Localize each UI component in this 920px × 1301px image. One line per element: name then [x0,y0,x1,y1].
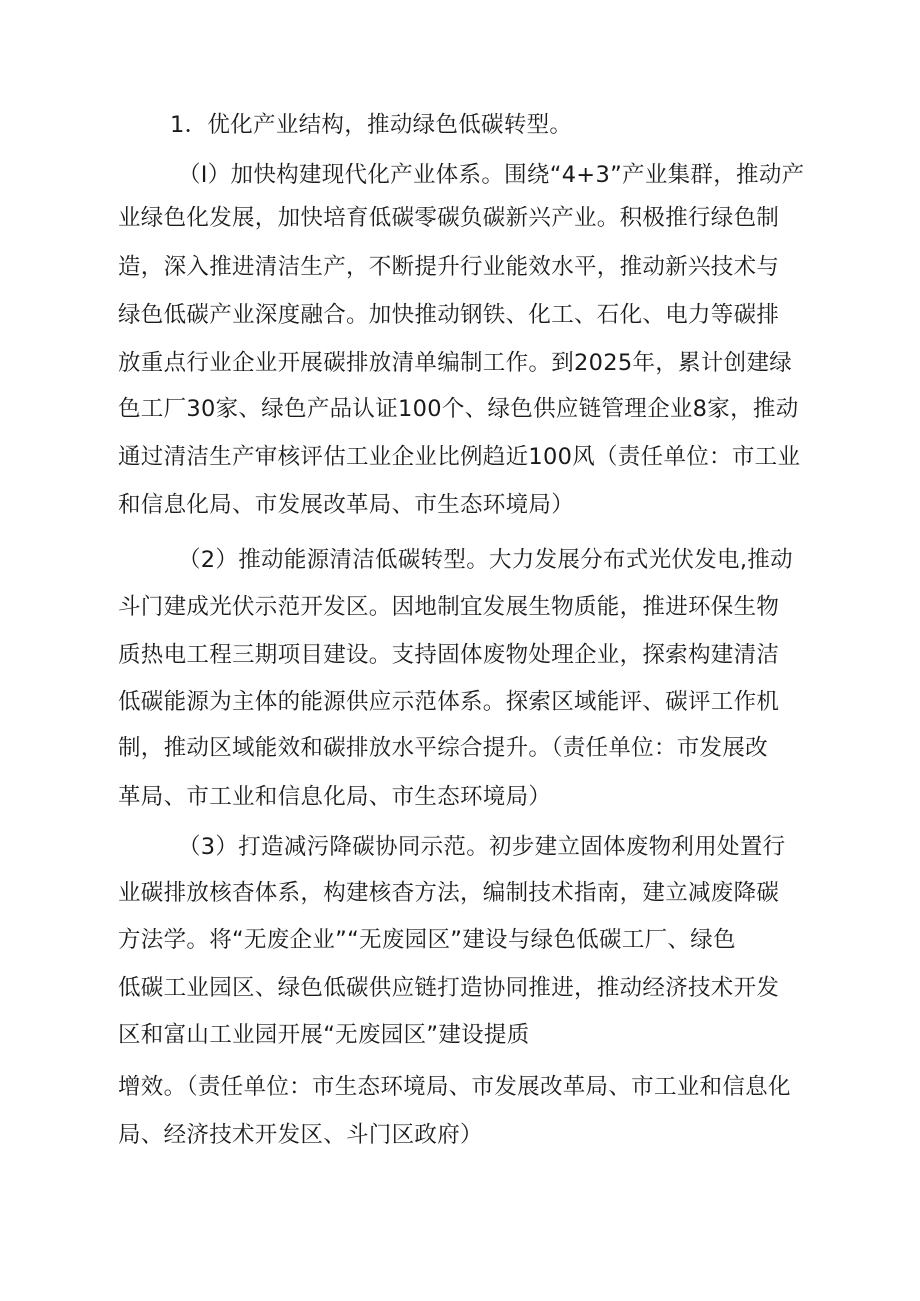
para-3-line-3: 方法学。将“无废企业”“无废园区”建设与绿色低碳工厂、绿色 [118,927,736,953]
para-2-line-1: （2）推动能源清洁低碳转型。大力发展分布式光伏发电,推动 [178,547,793,573]
para-2-line-6: 革局、市工业和信息化局、市生态环境局） [118,784,552,810]
para-2-line-2: 斗门建成光伏示范开发区。因地制宜发展生物质能，推进环保生物 [118,594,780,620]
para-2-line-3: 质热电工程三期项目建设。支持固体废物处理企业，探索构建清洁 [118,642,780,668]
para-1-line-5: 放重点行业企业开展碳排放清单编制工作。到2025年，累计创建绿 [118,350,793,376]
para-3-line-4: 低碳工业园区、绿色低碳供应链打造协同推进，推动经济技术开发 [118,975,780,1001]
para-1-line-6: 色工厂30家、绿色产品认证100个、绿色供应链管理企业8家，推动 [118,396,799,422]
heading-1: 1．优化产业结构，推动绿色低碳转型。 [170,112,573,138]
para-3-line-1: （3）打造减污降碳协同示范。初步建立固体废物利用处置行 [178,834,786,860]
para-1-line-2: 业绿色化发展，加快培育低碳零碳负碳新兴产业。积极推行绿色制 [118,205,780,231]
para-3-line-6: 增效。（责任单位：市生态环境局、市发展改革局、市工业和信息化 [118,1074,791,1100]
para-3-line-5: 区和富山工业园开展“无废园区”建设提质 [118,1022,530,1048]
para-2-line-4: 低碳能源为主体的能源供应示范体系。探索区域能评、碳评工作机 [118,689,780,715]
para-3-line-7: 局、经济技术开发区、斗门区政府） [118,1122,483,1148]
para-1-line-3: 造，深入推进清洁生产，不断提升行业能效水平，推动新兴技术与 [118,254,780,280]
para-1-line-7: 通过清洁生产审核评估工业企业比例趋近100风（责任单位：市工业 [118,444,801,470]
para-1-line-1: （I）加快构建现代化产业体系。围绕“4+3”产业集群，推动产 [178,162,805,188]
para-3-line-2: 业碳排放核杳体系，构建核杳方法，编制技术指南，建立减废降碳 [118,880,780,906]
para-1-line-4: 绿色低碳产业深度融合。加快推动钢铁、化工、石化、电力等碳排 [118,302,780,328]
para-2-line-5: 制，推动区域能效和碳排放水平综合提升。（责任单位：市发展改 [118,735,768,761]
para-1-line-8: 和信息化局、市发展改革局、市生态环境局） [118,492,575,518]
